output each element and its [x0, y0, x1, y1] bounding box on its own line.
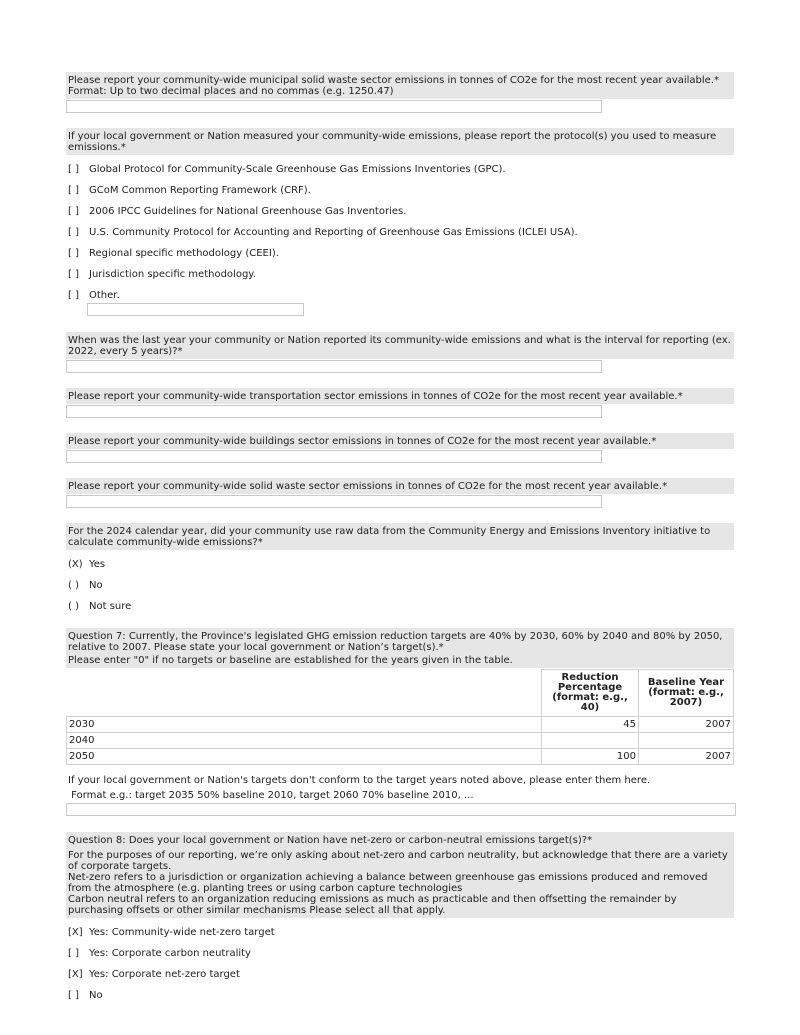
- checkbox-mark[interactable]: [ ]: [68, 948, 79, 959]
- radio-mark[interactable]: ( ): [68, 580, 79, 591]
- option-label: Not sure: [89, 601, 132, 612]
- checkbox-mark[interactable]: [ ]: [68, 206, 79, 217]
- question-last-year: [66, 332, 734, 359]
- baseline-cell[interactable]: 2007: [639, 717, 734, 733]
- table-row: [67, 749, 734, 765]
- protocol-option[interactable]: [66, 185, 734, 197]
- checkbox-mark[interactable]: [ ]: [68, 248, 79, 259]
- radio-mark[interactable]: ( ): [68, 601, 79, 612]
- q8-option[interactable]: [66, 969, 734, 981]
- target-year: 2040: [67, 733, 542, 749]
- targets-table: [66, 669, 734, 765]
- option-label: 2006 IPCC Guidelines for National Greenhouse Gas Inventories.: [89, 206, 407, 217]
- question-7-text: Question 7: Currently, the Province's legislated GHG emission reduction targets are 40% by 2030, 60% by 2040 and 80% by 2050, relative to 2007. Please state your local government or Nation’s target(s).*: [68, 631, 723, 653]
- q8-option[interactable]: [66, 927, 734, 939]
- last-year-input[interactable]: [66, 360, 602, 373]
- protocol-other-input[interactable]: [87, 303, 304, 316]
- baseline-cell[interactable]: [639, 733, 734, 749]
- buildings-input[interactable]: [66, 450, 602, 463]
- q8-option[interactable]: [66, 948, 734, 960]
- other-targets-prompt: If your local government or Nation's targets don't conform to the target years noted above, please enter them here.: [68, 775, 651, 786]
- question-msw-format: Format: Up to two decimal places and no commas (e.g. 1250.47): [68, 86, 394, 97]
- protocol-options: [66, 164, 734, 316]
- question-msw-text: Please report your community-wide municipal solid waste sector emissions in tonnes of CO2e for the most recent year available.*: [68, 75, 720, 86]
- checkbox-mark[interactable]: [ ]: [68, 990, 79, 1001]
- reduction-column-header: Reduction Percentage (format: e.g., 40): [542, 670, 639, 717]
- option-label: U.S. Community Protocol for Accounting and Reporting of Greenhouse Gas Emissions (ICLEI USA).: [89, 227, 578, 238]
- checkbox-mark[interactable]: [ ]: [68, 269, 79, 280]
- question-buildings: [66, 433, 734, 449]
- other-targets-input[interactable]: [66, 803, 736, 816]
- option-label: Yes: Corporate net-zero target: [89, 969, 240, 980]
- solid-waste-input[interactable]: [66, 495, 602, 508]
- checkbox-mark[interactable]: [ ]: [68, 227, 79, 238]
- option-label: Other.: [89, 290, 120, 301]
- question-buildings-text: Please report your community-wide buildings sector emissions in tonnes of CO2e for the most recent year available.*: [68, 436, 657, 447]
- checkbox-mark[interactable]: [ ]: [68, 185, 79, 196]
- checkbox-mark[interactable]: [ ]: [68, 290, 79, 301]
- protocol-option[interactable]: [66, 269, 734, 281]
- ceei-option-not-sure[interactable]: [66, 601, 734, 613]
- checkbox-mark[interactable]: [X]: [68, 927, 83, 938]
- ceei-options: [66, 559, 734, 613]
- question-8-title: Question 8: Does your local government or Nation have net-zero or carbon-neutral emissions target(s)?*: [68, 835, 593, 846]
- question-protocol-text: If your local government or Nation measured your community-wide emissions, please report the protocol(s) you used to measure emissions.*: [68, 131, 717, 153]
- year-column-header: [67, 670, 542, 717]
- question-8-paragraph: Net-zero refers to a jurisdiction or organization achieving a balance between greenhouse gas emissions produced and removed from the atmosphere (e.g. planting trees or using carbon capture technologies: [68, 872, 708, 894]
- question-solid-waste-text: Please report your community-wide solid waste sector emissions in tonnes of CO2e for the most recent year available.*: [68, 481, 668, 492]
- targets-header-row: [67, 670, 734, 717]
- protocol-option[interactable]: [66, 164, 734, 176]
- option-label: Yes: [89, 559, 106, 570]
- ceei-option-yes[interactable]: [66, 559, 734, 571]
- option-label: No: [89, 580, 103, 591]
- target-year: 2030: [67, 717, 542, 733]
- table-row: [67, 717, 734, 733]
- transportation-input[interactable]: [66, 405, 602, 418]
- option-label: Global Protocol for Community-Scale Greenhouse Gas Emissions Inventories (GPC).: [89, 164, 506, 175]
- ceei-option-no[interactable]: [66, 580, 734, 592]
- question-8-paragraph: For the purposes of our reporting, we’re only asking about net-zero and carbon neutrality, but acknowledge that there are a variety of corporate targets.: [68, 850, 728, 872]
- protocol-option[interactable]: [66, 290, 734, 302]
- question-ceei-text: For the 2024 calendar year, did your community use raw data from the Community Energy and Emissions Inventory initiative to calculate community-wide emissions?*: [68, 526, 711, 548]
- protocol-option[interactable]: [66, 248, 734, 260]
- protocol-option[interactable]: [66, 206, 734, 218]
- protocol-option[interactable]: [66, 227, 734, 239]
- question-transportation-text: Please report your community-wide transportation sector emissions in tonnes of CO2e for the most recent year available.*: [68, 391, 683, 402]
- reduction-cell[interactable]: 45: [542, 717, 639, 733]
- msw-emissions-input[interactable]: [66, 100, 602, 113]
- question-transportation: [66, 388, 734, 404]
- question-8: [66, 832, 734, 918]
- option-label: GCoM Common Reporting Framework (CRF).: [89, 185, 311, 196]
- option-label: No: [89, 990, 103, 1001]
- other-targets-format: Format e.g.: target 2035 50% baseline 2010, target 2060 70% baseline 2010, ...: [68, 790, 474, 801]
- checkbox-mark[interactable]: [ ]: [68, 164, 79, 175]
- question-8-paragraph: Carbon neutral refers to an organization reducing emissions as much as practicable and then offsetting the remainder by purchasing offsets or other similar mechanisms Please select all that apply.: [68, 894, 677, 916]
- survey-page: [66, 72, 734, 1002]
- question-7: [66, 628, 734, 668]
- question-7-note: Please enter "0" if no targets or baseline are established for the years given in the table.: [68, 655, 513, 666]
- question-protocol: [66, 128, 734, 155]
- question-msw: [66, 72, 734, 99]
- reduction-cell[interactable]: 100: [542, 749, 639, 765]
- baseline-column-header: Baseline Year (format: e.g., 2007): [639, 670, 734, 717]
- reduction-cell[interactable]: [542, 733, 639, 749]
- option-label: Regional specific methodology (CEEI).: [89, 248, 279, 259]
- table-row: [67, 733, 734, 749]
- option-label: Jurisdiction specific methodology.: [89, 269, 256, 280]
- radio-mark[interactable]: (X): [68, 559, 83, 570]
- target-year: 2050: [67, 749, 542, 765]
- question-last-year-text: When was the last year your community or Nation reported its community-wide emissions and what is the interval for reporting (ex. 2022, every 5 years)?*: [68, 335, 731, 357]
- option-label: Yes: Corporate carbon neutrality: [89, 948, 251, 959]
- option-label: Yes: Community-wide net-zero target: [89, 927, 275, 938]
- q8-option[interactable]: [66, 990, 734, 1002]
- baseline-cell[interactable]: 2007: [639, 749, 734, 765]
- question-solid-waste: [66, 478, 734, 494]
- checkbox-mark[interactable]: [X]: [68, 969, 83, 980]
- q8-options: [66, 927, 734, 1002]
- question-ceei: [66, 523, 734, 550]
